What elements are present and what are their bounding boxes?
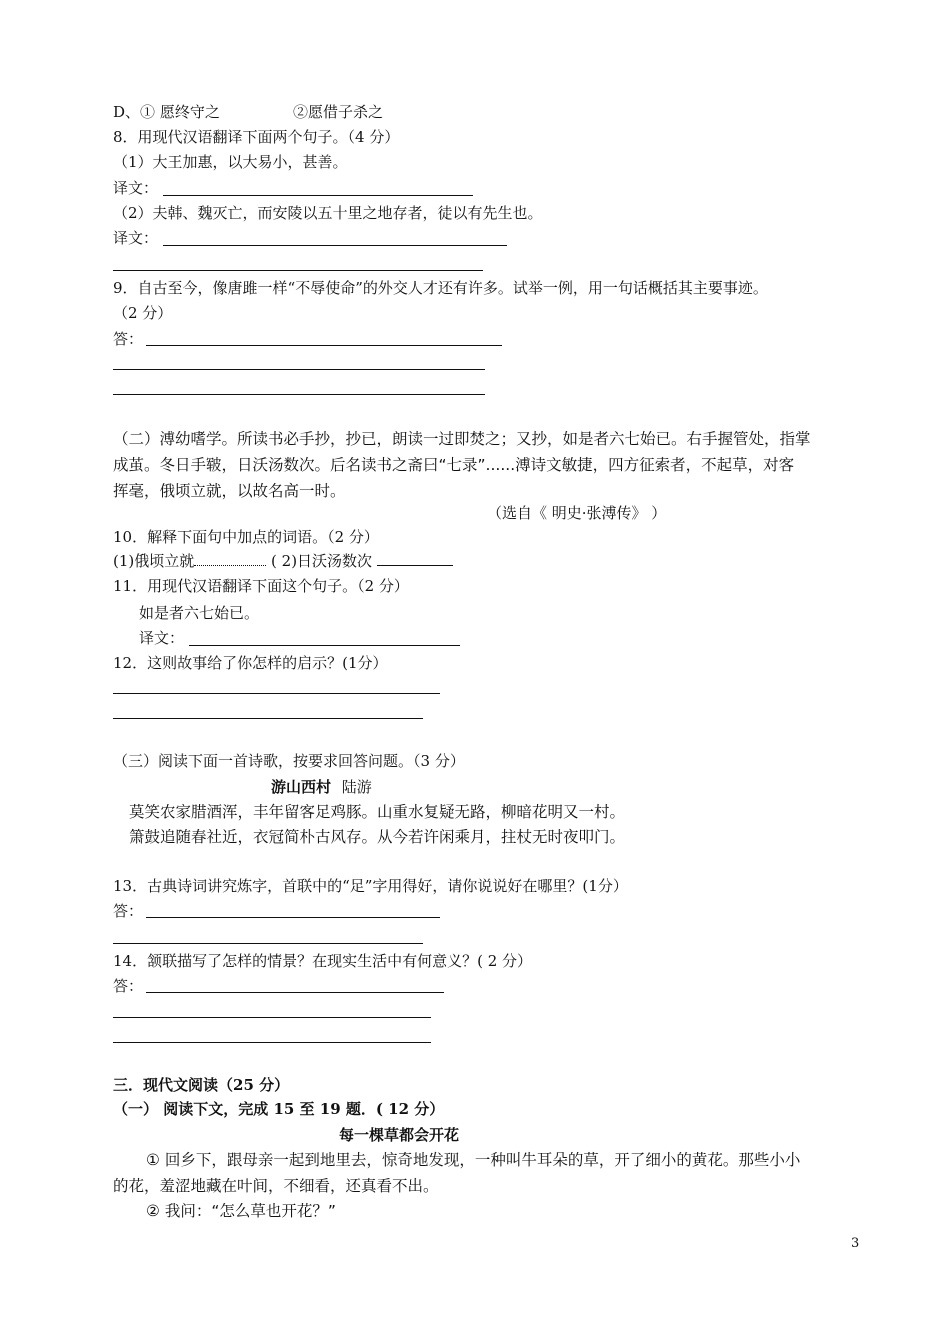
q14-stem: 14．颔联描写了怎样的情景？在现实生活中有何意义？( 2 分） [113,952,533,970]
q10-items [113,551,453,571]
q8-stem: 8．用现代汉语翻译下面两个句子。（4 分） [113,128,400,146]
passage-2-line-3: 挥毫，俄顷立就，以故名高一时。 [113,482,346,500]
q14-answer-line-2[interactable] [113,1017,431,1018]
q14-answer-line-1[interactable] [146,992,444,993]
q9-answer-label: 答： [113,330,144,348]
q13-answer-line-2[interactable] [113,943,423,944]
q14-answer-line-3[interactable] [113,1042,431,1043]
passage-2-source: （选自《 明史·张溥传》 ） [487,504,667,522]
q14-answer-label: 答： [113,977,144,995]
q10-stem: 10．解释下面句中加点的词语。（2 分） [113,528,379,546]
q8-answer-line-3[interactable] [113,270,483,271]
q7-option-d-1: 愿终守之 [159,103,220,121]
q9-stem: 9．自古至今，像唐雎一样“不辱使命”的外交人才还有许多。试举一例，用一句话概括其主要事迹。 [113,279,768,297]
q10-blank-2[interactable] [377,551,453,566]
passage-2-line-2: 成茧。冬日手皲，日沃汤数次。后名读书之斋曰“七录”......溥诗文敏捷，四方征索者，不起草，对客 [113,456,795,474]
page-number: 3 [851,1236,860,1251]
section-3-p2: ② 我问：“怎么草也开花？” [146,1202,336,1220]
q7-option-d-label: D、① [113,103,156,121]
q8-answer-label-1: 译文： [113,179,159,197]
q11-answer-label: 译文： [139,629,185,647]
q13-answer-label: 答： [113,902,144,920]
q12-stem: 12．这则故事给了你怎样的启示？(1分） [113,654,388,672]
q10-item-1: (1)俄顷立就 [113,552,195,570]
q10-blank-1[interactable] [194,551,266,566]
passage-2-line-1: （二）溥幼嗜学。所读书必手抄，抄已，朗读一过即焚之；又抄，如是者六七始已。右手握管处，指掌 [113,430,811,448]
section-3-p1-line-2: 的花，羞涩地藏在叶间，不细看，还真看不出。 [113,1177,439,1195]
q8-answer-line-1[interactable] [163,195,473,196]
q9-answer-line-1[interactable] [146,345,502,346]
poem-author: 陆游 [341,778,372,796]
q13-stem: 13．古典诗词讲究炼字，首联中的“足”字用得好，请你说说好在哪里？(1分） [113,877,628,895]
q13-answer-line-1[interactable] [146,917,440,918]
poem-intro: （三）阅读下面一首诗歌，按要求回答问题。（3 分） [113,752,465,770]
q12-answer-line-2[interactable] [113,718,423,719]
q9-answer-line-2[interactable] [113,369,485,370]
poem-line-1: 莫笑农家腊酒浑，丰年留客足鸡豚。山重水复疑无路，柳暗花明又一村。 [129,803,626,821]
q11-sentence: 如是者六七始已。 [139,604,260,622]
q11-stem: 11．用现代汉语翻译下面这个句子。（2 分） [113,577,409,595]
q11-answer-line[interactable] [189,645,460,646]
q8-answer-line-2[interactable] [163,245,507,246]
q10-item-2: ( 2)日沃汤数次 [271,552,373,570]
q12-answer-line-1[interactable] [113,693,440,694]
q8-answer-label-2: 译文： [113,229,159,247]
section-3-subheading: （一） 阅读下文，完成 15 至 19 题．( 12 分） [113,1100,445,1118]
section-3-title: 每一棵草都会开花 [339,1126,460,1144]
q7-option-d-2: ②愿借子杀之 [293,103,384,121]
section-3-p1-line-1: ① 回乡下，跟母亲一起到地里去，惊奇地发现，一种叫牛耳朵的草，开了细小的黄花。那些小小 [146,1151,801,1169]
section-3-heading: 三．现代文阅读（25 分） [113,1076,290,1094]
q8-sentence-2: （2）夫韩、魏灭亡，而安陵以五十里之地存者，徒以有先生也。 [113,204,543,222]
passage-2 [113,426,863,504]
q9-answer-line-3[interactable] [113,394,485,395]
q7-option-d [113,102,384,122]
poem-line-2: 箫鼓追随春社近，衣冠简朴古风存。从今若许闲乘月，拄杖无时夜叩门。 [129,828,626,846]
q8-sentence-1: （1）大王加惠，以大易小，甚善。 [113,153,348,171]
poem-title: 游山西村 [271,778,332,796]
poem-heading [271,777,372,797]
q9-points: （2 分） [113,304,173,322]
